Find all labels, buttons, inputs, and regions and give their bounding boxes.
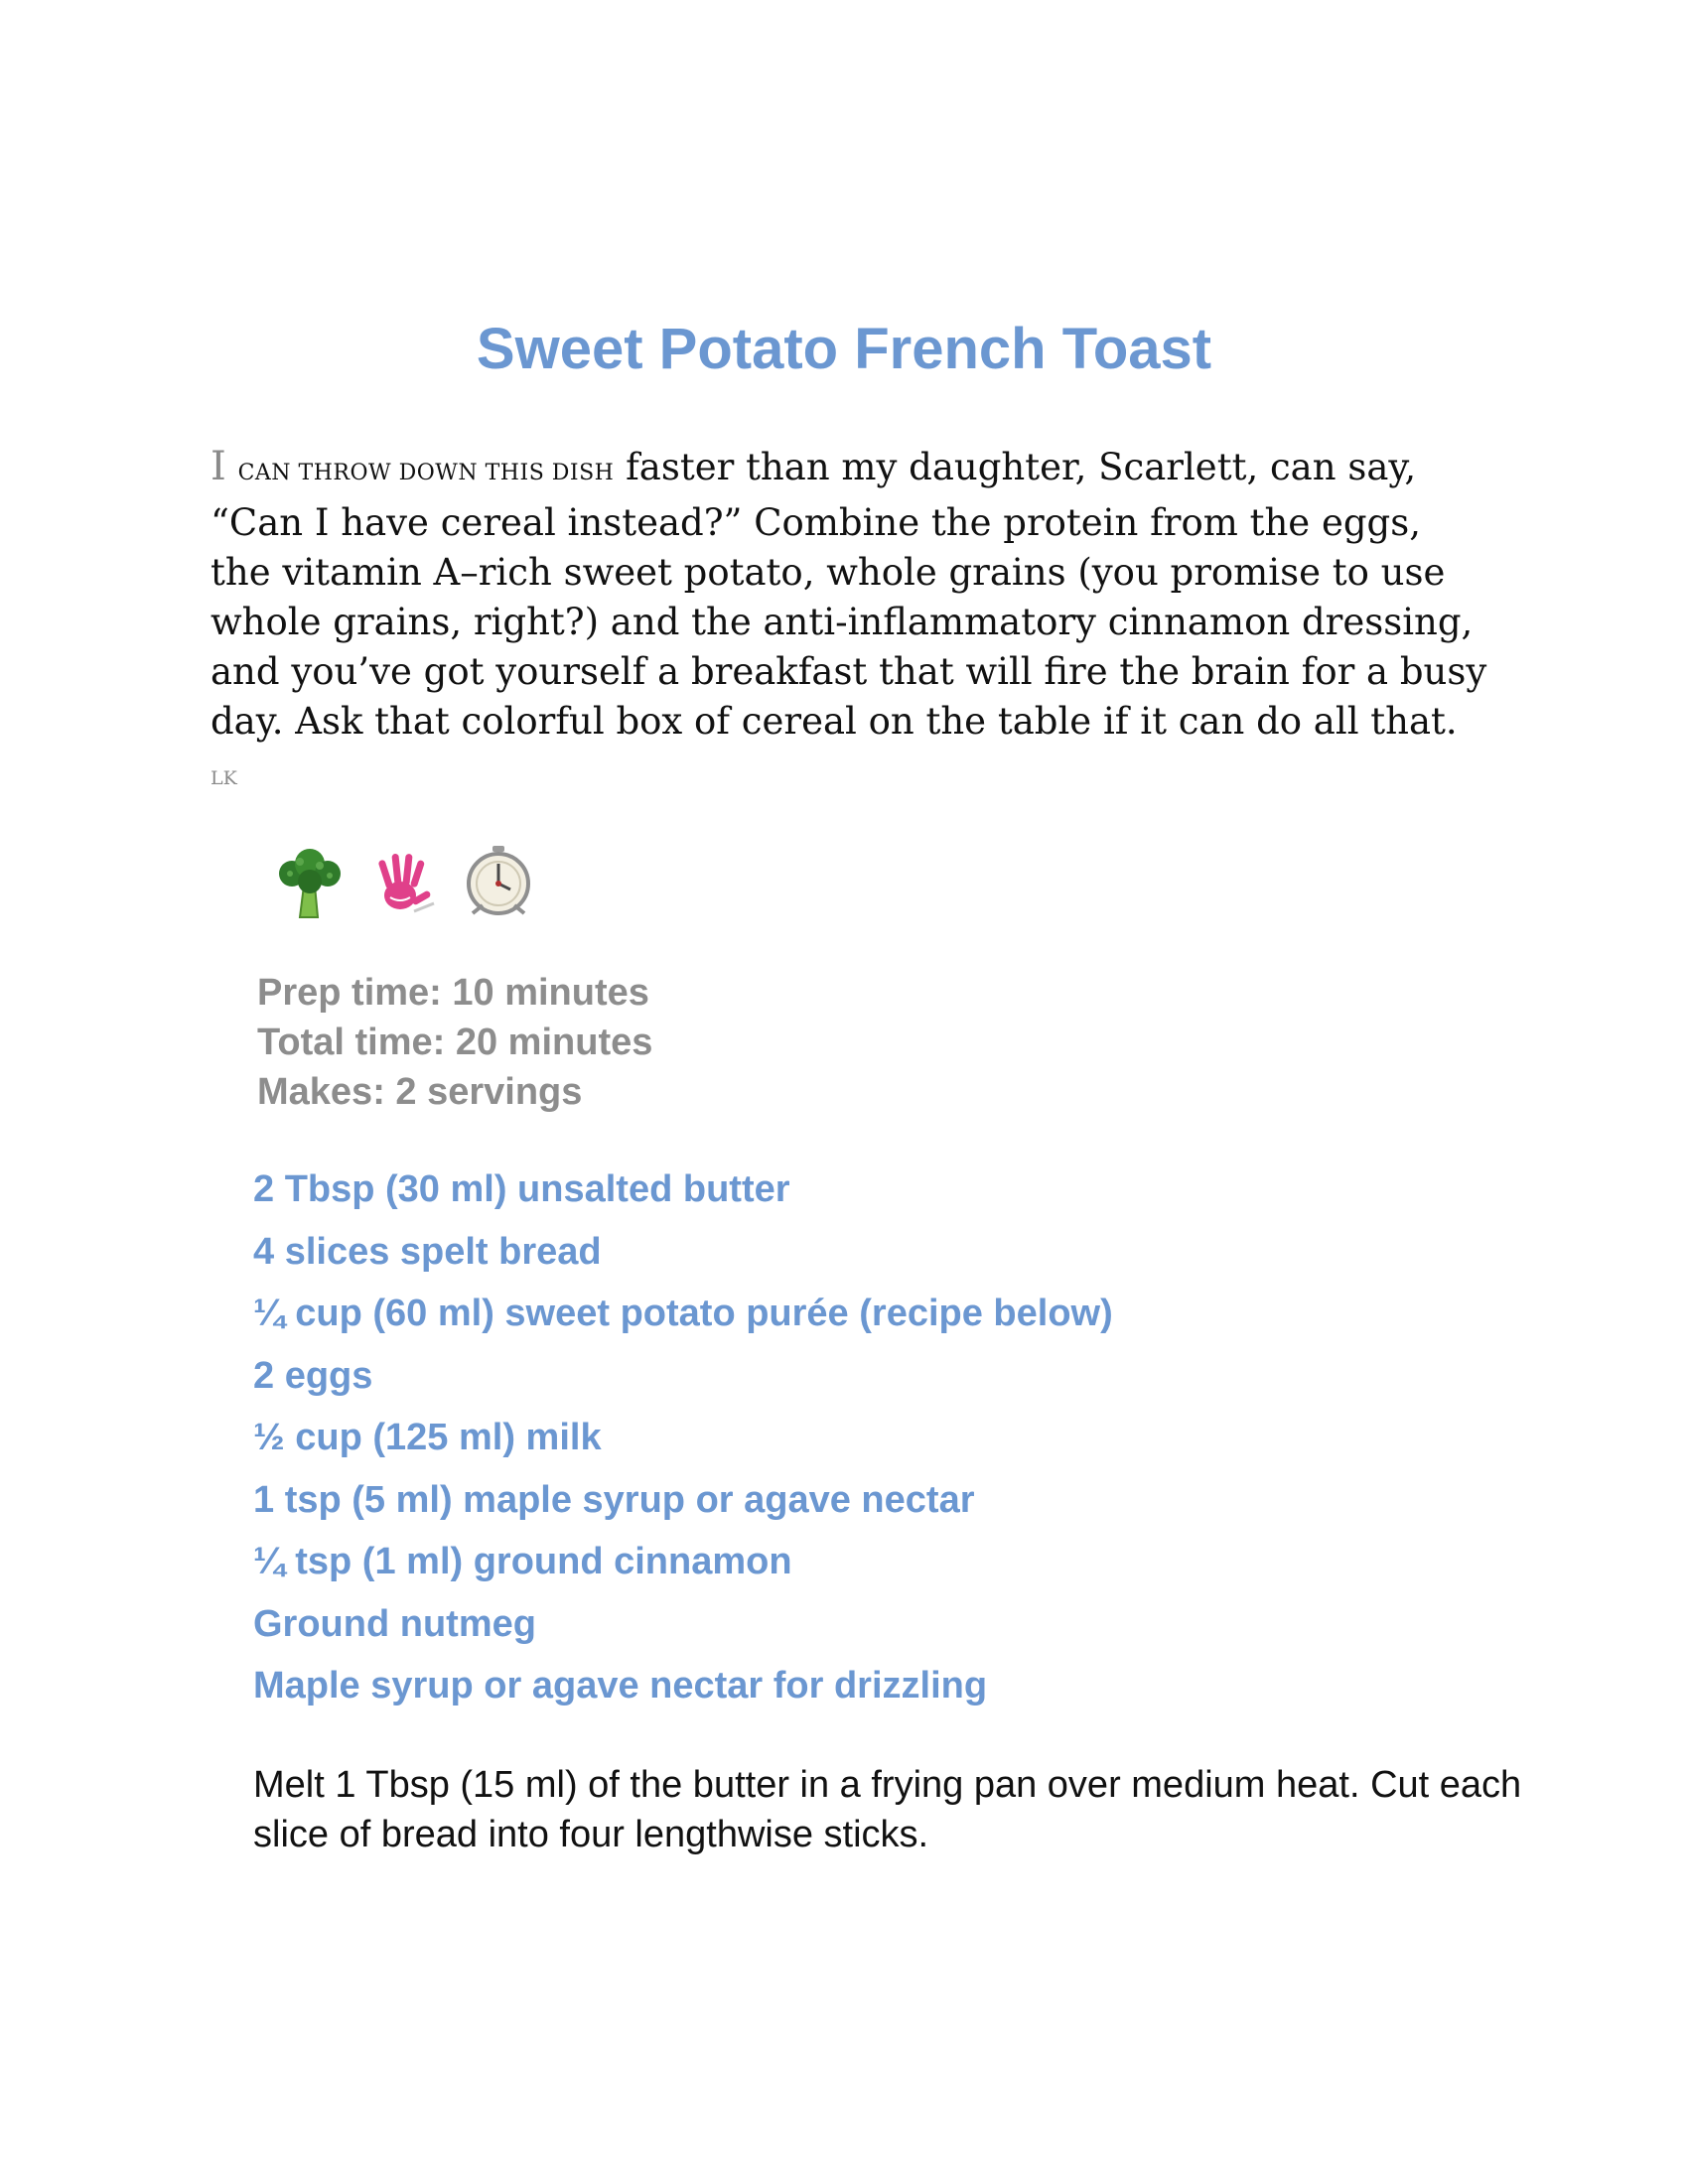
ingredient-item: 2 Tbsp (30 ml) unsalted butter	[253, 1168, 790, 1210]
ingredient-item: Maple syrup or agave nectar for drizzling	[253, 1665, 988, 1706]
intro-body: faster than my daughter, Scarlett, can say, “Can I have cereal instead?” Combine the protein from the eggs, the vitamin A–rich sweet potato, whole grains (you promise to use whole grains, right?) and the anti-inflammatory cinnamon dressing, and you’ve got yourself a breakfast that will fire the brain for a busy day. Ask that colorful box of cereal on the table if it can do all that.	[211, 446, 1487, 743]
author-initials: LK	[211, 767, 237, 789]
broccoli-icon	[270, 842, 350, 921]
servings: Makes: 2 servings	[257, 1071, 583, 1113]
method-step: Melt 1 Tbsp (15 ml) of the butter in a frying pan over medium heat. Cut each slice of bread into four lengthwise sticks.	[253, 1764, 1522, 1855]
ingredient-item: 1 tsp (5 ml) maple syrup or agave nectar	[253, 1478, 975, 1521]
intro-lead-cap: I	[211, 444, 226, 489]
prep-time: Prep time: 10 minutes	[257, 972, 649, 1014]
recipe-meta	[257, 968, 652, 1117]
ingredient-item: ½ cup (125 ml) milk	[253, 1417, 602, 1458]
intro-lead-small-caps: CAN THROW DOWN THIS DISH	[237, 461, 615, 485]
timer-icon	[459, 842, 538, 921]
ingredient-item: 4 slices spelt bread	[253, 1230, 602, 1273]
ingredient-list	[253, 1159, 1113, 1717]
total-time: Total time: 20 minutes	[257, 1022, 653, 1063]
ingredient-item: ¼ cup (60 ml) sweet potato purée (recipe below)	[253, 1293, 1113, 1334]
ingredient-item: ¼ tsp (1 ml) ground cinnamon	[253, 1541, 792, 1582]
recipe-title: Sweet Potato French Toast	[476, 317, 1212, 381]
ingredient-item: Ground nutmeg	[253, 1602, 536, 1645]
ingredient-item: 2 eggs	[253, 1354, 373, 1397]
handprint-icon	[364, 842, 444, 921]
recipe-intro	[211, 442, 1491, 747]
